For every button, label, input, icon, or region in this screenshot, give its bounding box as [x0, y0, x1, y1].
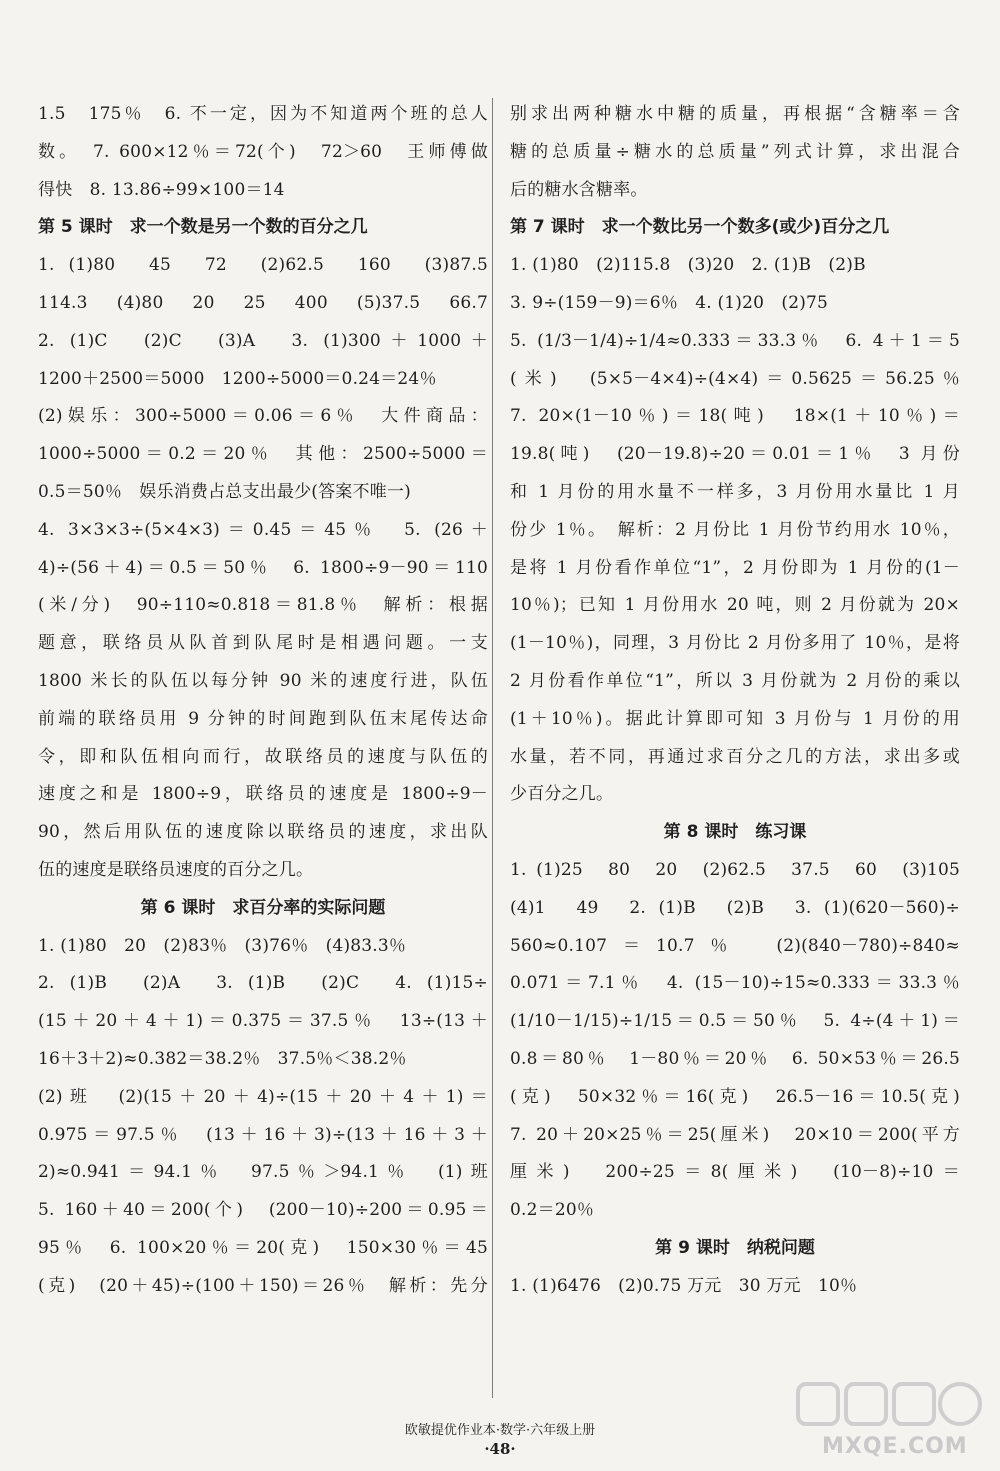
answer-line: 水量，若不同，再通过求百分之几的方法，求出多或: [510, 746, 960, 767]
answer-line: (米/分) 90÷110≈0.818＝81.8％ 解析：根据: [38, 595, 488, 616]
answer-line: 糖的总质量÷糖水的总质量”列式计算，求出混合: [510, 141, 960, 162]
answer-line: 0.5＝50％ 娱乐消费占总支出最少(答案不唯一): [38, 481, 411, 502]
answer-line: (米) (5×5－4×4)÷(4×4)＝0.5625＝56.25％: [510, 368, 960, 389]
answer-line: 560≈0.107＝10.7％ (2)(840－780)÷840≈: [510, 935, 960, 956]
answer-line: 0.975＝97.5％ (13＋16＋3)÷(13＋16＋3＋: [38, 1124, 488, 1145]
column-divider: [492, 98, 493, 1398]
answer-line: (2)班 (2)(15＋20＋4)÷(15＋20＋4＋1)＝: [38, 1086, 488, 1107]
answer-line: (克) (20＋45)÷(100＋150)＝26％ 解析：先分: [38, 1275, 488, 1296]
answer-line: 后的糖水含糖率。: [510, 179, 648, 200]
answer-line: 1. (1)25 80 20 (2)62.5 37.5 60 (3)105: [510, 859, 960, 880]
answer-line: 前端的联络员用 9 分钟的时间跑到队伍末尾传达命: [38, 708, 488, 729]
answer-line: 2 月份看作单位“1”，所以 3 月份就为 2 月份的乘以: [510, 670, 960, 691]
answer-line: 10％)；已知 1 月份用水 20 吨，则 2 月份就为 20×: [510, 595, 960, 616]
answer-line: 1.5 175％ 6. 不一定，因为不知道两个班的总人: [38, 104, 488, 124]
answer-line: 90，然后用队伍的速度除以联络员的速度，求出队: [38, 822, 488, 843]
answer-line: 1. (1)80 (2)115.8 (3)20 2. (1)B (2)B: [510, 255, 866, 276]
answer-line: 5. (1/3－1/4)÷1/4≈0.333＝33.3％ 6. 4＋1＝5: [510, 330, 960, 351]
answer-line: (1/10－1/15)÷1/15＝0.5＝50％ 5. 4÷(4＋1)＝: [510, 1011, 960, 1032]
answer-line: (1－10％)，同理，3 月份比 2 月份多用了 10％，是将: [510, 633, 960, 654]
answer-line: 1800 米长的队伍以每分钟 90 米的速度行进，队伍: [38, 670, 488, 691]
answer-line: 速度之和是 1800÷9，联络员的速度是 1800÷9－: [38, 784, 488, 805]
answer-line: 是将 1 月份看作单位“1”，2 月份即为 1 月份的(1－: [510, 557, 960, 578]
section-heading: 第 6 课时 求百分率的实际问题: [140, 897, 386, 918]
answer-line: 份少 1％。 解析：2 月份比 1 月份节约用水 10％，: [510, 519, 960, 540]
answer-line: (克) 50×32％＝16(克) 26.5－16＝10.5(克): [510, 1086, 960, 1107]
answer-line: 令，即和队伍相向而行，故联络员的速度与队伍的: [38, 746, 488, 767]
answer-line: (4)1 49 2. (1)B (2)B 3. (1)(620－560)÷: [510, 897, 960, 918]
answer-line: 2. (1)B (2)A 3. (1)B (2)C 4. (1)15÷: [38, 973, 488, 994]
answer-line: 16＋3＋2)≈0.382＝38.2％ 37.5％＜38.2％: [38, 1048, 407, 1069]
answer-line: 1000÷5000＝0.2＝20％ 其他：2500÷5000＝: [38, 444, 488, 465]
footer-book-title: 欧敏提优作业本·数学·六年级上册: [404, 1423, 596, 1438]
section-heading: 第 7 课时 求一个数比另一个数多(或少)百分之几: [510, 217, 890, 238]
answer-line: 伍的速度是联络员速度的百分之几。: [38, 859, 314, 880]
answer-line: 得快 8. 13.86÷99×100＝14: [38, 179, 285, 200]
answer-line: 厘米) 200÷25＝8(厘米) (10－8)÷10＝: [510, 1162, 960, 1183]
answer-line: 19.8(吨) (20－19.8)÷20＝0.01＝1％ 3 月份: [510, 444, 960, 465]
answer-line: 1200＋2500＝5000 1200÷5000＝0.24＝24％: [38, 368, 437, 389]
answer-line: 1. (1)6476 (2)0.75 万元 30 万元 10％: [510, 1275, 858, 1296]
answer-line: 2. (1)C (2)C (3)A 3. (1)300＋1000＋: [38, 330, 488, 351]
answer-line: (2)娱乐：300÷5000＝0.06＝6％ 大件商品：: [38, 406, 488, 427]
answer-line: 7. 20＋20×25％＝25(厘米) 20×10＝200(平方: [510, 1124, 960, 1145]
page-number: ·48·: [484, 1440, 516, 1458]
answer-line: 4. 3×3×3÷(5×4×3)＝0.45＝45％ 5. (26＋: [38, 519, 488, 540]
answer-line: 数。 7. 600×12％＝72(个) 72＞60 王师傅做: [38, 141, 488, 162]
answer-line: (1＋10％)。据此计算即可知 3 月份与 1 月份的用: [510, 708, 960, 729]
watermark-logo-icon: [792, 1380, 988, 1440]
answer-line: 5. 160＋40＝200(个) (200－10)÷200＝0.95＝: [38, 1200, 488, 1221]
answer-line: 3. 9÷(159－9)＝6％ 4. (1)20 (2)75: [510, 292, 829, 313]
answer-line: 和 1 月份的用水量不一样多，3 月份用水量比 1 月: [510, 481, 960, 502]
watermark: [792, 1380, 988, 1462]
answer-line: 少百分之几。: [510, 784, 614, 805]
right-column: [510, 96, 960, 1306]
left-column: [38, 96, 488, 1306]
answer-line: 2)≈0.941＝94.1％ 97.5％＞94.1％ (1)班: [38, 1162, 488, 1183]
answer-line: 0.071＝7.1％ 4. (15－10)÷15≈0.333＝33.3％: [510, 973, 960, 994]
answer-line: 0.8＝80％ 1－80％＝20％ 6. 50×53％＝26.5: [510, 1048, 960, 1069]
answer-line: (15＋20＋4＋1)＝0.375＝37.5％ 13÷(13＋: [38, 1011, 488, 1032]
answer-line: 1. (1)80 20 (2)83％ (3)76％ (4)83.3％: [38, 935, 407, 956]
section-heading: 第 5 课时 求一个数是另一个数的百分之几: [38, 217, 368, 238]
answer-line: 0.2＝20％: [510, 1200, 595, 1221]
answer-line: 4)÷(56＋4)＝0.5＝50％ 6. 1800÷9－90＝110: [38, 557, 488, 578]
answer-line: 114.3 (4)80 20 25 400 (5)37.5 66.7: [38, 292, 488, 313]
answer-line: 95％ 6. 100×20％＝20(克) 150×30％＝45: [38, 1237, 488, 1258]
watermark-text: MXQE.COM: [822, 1434, 968, 1459]
answer-line: 别求出两种糖水中糖的质量，再根据“含糖率＝含: [510, 104, 960, 124]
answer-line: 题意，联络员从队首到队尾时是相遇问题。一支: [38, 633, 488, 654]
section-heading: 第 8 课时 练习课: [663, 822, 807, 843]
answer-line: 7. 20×(1－10％)＝18(吨) 18×(1＋10％)＝: [510, 406, 960, 427]
section-heading: 第 9 课时 纳税问题: [655, 1237, 815, 1258]
answer-line: 1. (1)80 45 72 (2)62.5 160 (3)87.5: [38, 255, 488, 276]
